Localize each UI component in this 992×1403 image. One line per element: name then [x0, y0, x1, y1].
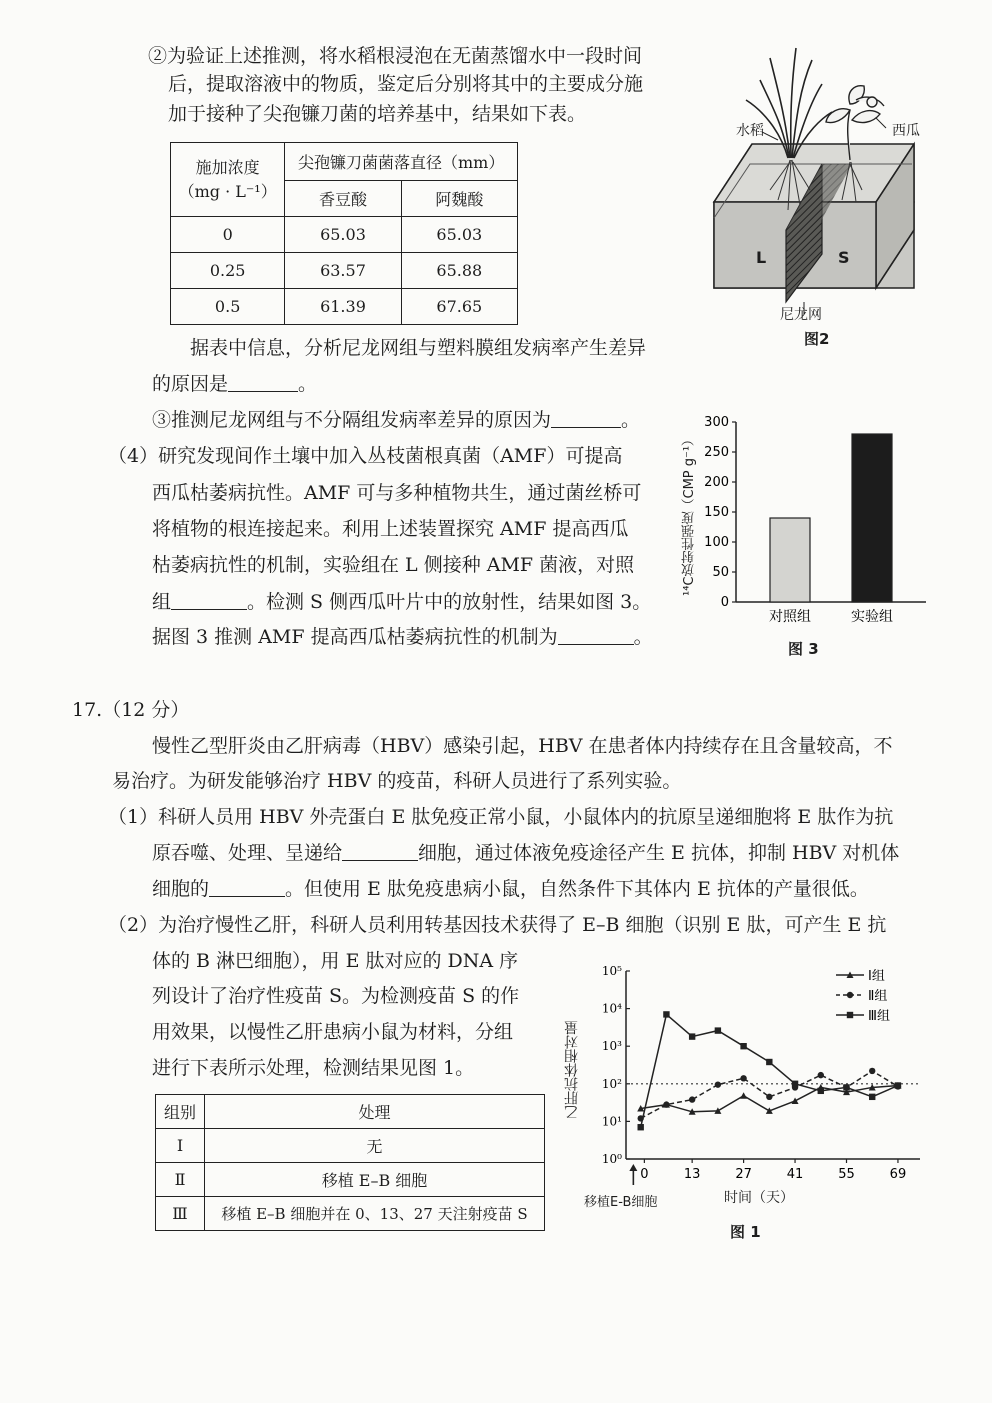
cell-value: 67.65: [401, 289, 517, 325]
period: 。: [298, 373, 318, 395]
point-group1: [792, 1097, 799, 1104]
s1-text: 原吞噬、处理、呈递给: [152, 842, 343, 864]
legend-label: Ⅲ组: [868, 1009, 890, 1024]
cell-value: 65.88: [401, 253, 517, 289]
q17-heading: 17.（12 分）: [72, 699, 190, 721]
table-row: [156, 1163, 545, 1197]
figure1-x-label: 时间（天）: [724, 1190, 794, 1206]
y-tick-label: 10⁰: [601, 1152, 622, 1166]
q17-s2-line2: 体的 B 淋巴细胞），用 E 肽对应的 DNA 序: [152, 950, 519, 972]
figure3-y-label: ¹⁴C放射性强度（CMP g⁻¹）: [682, 432, 697, 596]
transplant-arrowhead: [629, 1164, 637, 1171]
q16-p2-line3: 加于接种了尖孢镰刀菌的培养基中，结果如下表。: [168, 103, 587, 125]
q16-p4-line5: [152, 590, 651, 614]
figure3-chart: [676, 410, 936, 625]
header-treatment: 处理: [205, 1095, 545, 1129]
table-row: [171, 217, 518, 253]
col-coumaric: 香豆酸: [285, 181, 401, 217]
q16-p4-line6: [152, 625, 653, 649]
p4-text: 组: [152, 591, 172, 613]
y-tick-label: 300: [704, 415, 729, 430]
point-group3: [689, 1033, 695, 1039]
point-group3: [869, 1094, 875, 1100]
y-tick-label: 10⁵: [601, 964, 622, 978]
q17-s1-line3: [152, 877, 869, 901]
figure3-caption: 图 3: [788, 640, 819, 658]
answer-blank[interactable]: [342, 842, 418, 861]
point-group2: [818, 1072, 824, 1078]
cell-group: Ⅱ: [156, 1163, 205, 1197]
point-group2: [689, 1096, 695, 1102]
q17-treatment-table: [155, 1094, 545, 1231]
period: 。: [621, 409, 641, 431]
x-tick-label: 0: [640, 1167, 649, 1182]
legend-label: Ⅱ组: [868, 989, 888, 1004]
cell-group: Ⅲ: [156, 1197, 205, 1231]
point-group3: [663, 1011, 669, 1017]
y-tick-label: 50: [712, 565, 729, 580]
point-group3: [792, 1081, 798, 1087]
x-tick-label: 69: [889, 1167, 907, 1182]
y-tick-label: 200: [704, 475, 729, 490]
q16-p4-line2: 西瓜枯萎病抗性。AMF 可与多种植物共生，通过菌丝桥可: [152, 482, 642, 504]
q17-intro-line1: 慢性乙型肝炎由乙肝病毒（HBV）感染引起，HBV 在患者体内持续存在且含量较高，不: [152, 735, 893, 757]
q16-analysis-line1: 据表中信息，分析尼龙网组与塑料膜组发病率产生差异: [190, 337, 647, 359]
point-group1: [740, 1092, 747, 1099]
q17-s2-line4: 用效果，以慢性乙肝患病小鼠为材料，分组: [152, 1021, 514, 1043]
diameter-header: 尖孢镰刀菌菌落直径（mm）: [285, 143, 518, 181]
x-tick-label: 对照组: [769, 609, 811, 625]
q16-results-table: [170, 142, 518, 325]
q16-analysis-line2: [152, 372, 317, 396]
p4-text: 据图 3 推测 AMF 提高西瓜枯萎病抗性的机制为: [152, 626, 558, 648]
legend-marker: [847, 992, 853, 998]
q16-p3: [152, 408, 640, 432]
y-tick-label: 10²: [601, 1076, 622, 1091]
s1-text: 细胞的: [152, 878, 210, 900]
y-tick-label: 10⁴: [601, 1001, 622, 1016]
y-tick-label: 10¹: [601, 1114, 622, 1129]
point-group2: [715, 1081, 721, 1087]
label-S: S: [838, 248, 850, 267]
legend-label: Ⅰ组: [868, 969, 885, 984]
y-tick-label: 150: [704, 505, 729, 520]
y-tick-label: 10³: [601, 1039, 622, 1054]
p3-text: ③推测尼龙网组与不分隔组发病率差异的原因为: [152, 409, 552, 431]
cell-treatment: 无: [205, 1129, 545, 1163]
p4-text: 。检测 S 侧西瓜叶片中的放射性，结果如图 3。: [247, 591, 652, 613]
table-row: [171, 289, 518, 325]
point-group3: [740, 1043, 746, 1049]
x-tick-label: 13: [683, 1167, 701, 1182]
legend-marker: [847, 1012, 853, 1018]
q17-s1-line1: （1）科研人员用 HBV 外壳蛋白 E 肽免疫正常小鼠，小鼠体内的抗原呈递细胞将 E 肽作为抗: [108, 806, 894, 828]
figure1-caption: 图 1: [730, 1223, 761, 1241]
col-ferulic: 阿魏酸: [401, 181, 517, 217]
label-rice: 水稻: [736, 123, 764, 139]
cell-conc: 0.5: [171, 289, 285, 325]
answer-blank[interactable]: [558, 626, 634, 645]
point-group3: [638, 1124, 644, 1130]
point-group3: [843, 1084, 849, 1090]
figure1-y-label: 乙肝抗体相对量: [564, 1021, 580, 1119]
point-group3: [766, 1059, 772, 1065]
q17-intro-line2: 易治疗。为研发能够治疗 HBV 的疫苗，科研人员进行了系列实验。: [112, 770, 682, 792]
table-row: [156, 1197, 545, 1231]
label-watermelon: 西瓜: [892, 123, 920, 139]
figure1-arrow-label: 移植E-B细胞: [584, 1195, 658, 1210]
q16-p2-line1: ②为验证上述推测，将水稻根浸泡在无菌蒸馏水中一段时间: [148, 45, 643, 67]
period: 。: [633, 626, 653, 648]
point-group2: [766, 1094, 772, 1100]
point-group3: [895, 1082, 901, 1088]
point-group2: [663, 1101, 669, 1107]
point-group2: [869, 1068, 875, 1074]
header-group: 组别: [156, 1095, 205, 1129]
cell-conc: 0: [171, 217, 285, 253]
figure1: [560, 955, 940, 1245]
point-group2: [740, 1075, 746, 1081]
figure3: [676, 410, 936, 660]
answer-blank[interactable]: [551, 409, 621, 428]
s1-text: 细胞，通过体液免疫途径产生 E 抗体，抑制 HBV 对机体: [418, 842, 900, 864]
conc-header-2: （mg · L⁻¹）: [178, 181, 277, 201]
cell-treatment: 移植 E–B 细胞: [205, 1163, 545, 1197]
table-row: [171, 253, 518, 289]
cell-value: 63.57: [285, 253, 401, 289]
cell-treatment: 移植 E–B 细胞并在 0、13、27 天注射疫苗 S: [205, 1197, 545, 1231]
q16-p4-line3: 将植物的根连接起来。利用上述装置探究 AMF 提高西瓜: [152, 518, 629, 540]
s1-text: 。但使用 E 肽免疫患病小鼠，自然条件下其体内 E 抗体的产量很低。: [285, 878, 869, 900]
answer-blank[interactable]: [228, 373, 298, 392]
q17-s1-line2: [152, 841, 899, 865]
table-row: [156, 1129, 545, 1163]
x-tick-label: 27: [735, 1167, 752, 1182]
conc-header-1: 施加浓度: [195, 157, 260, 177]
cell-group: Ⅰ: [156, 1129, 205, 1163]
figure1-chart: [560, 955, 940, 1185]
q17-s2-line1: （2）为治疗慢性乙肝，科研人员利用转基因技术获得了 E–B 细胞（识别 E 肽，可产生 E 抗: [108, 914, 887, 936]
answer-blank[interactable]: [171, 591, 247, 610]
answer-blank[interactable]: [209, 878, 285, 897]
q16-p4-line4: 枯萎病抗性的机制，实验组在 L 侧接种 AMF 菌液，对照: [152, 554, 635, 576]
cell-conc: 0.25: [171, 253, 285, 289]
figure2-caption: 图2: [804, 330, 830, 348]
x-tick-label: 41: [786, 1167, 804, 1182]
x-tick-label: 55: [838, 1167, 855, 1182]
y-tick-label: 250: [704, 445, 729, 460]
analysis-text: 的原因是: [152, 373, 229, 395]
cell-value: 65.03: [285, 217, 401, 253]
q17-s2-line5: 进行下表所示处理，检测结果见图 1。: [152, 1057, 475, 1079]
q17-s2-line3: 列设计了治疗性疫苗 S。为检测疫苗 S 的作: [152, 985, 520, 1007]
cell-value: 65.03: [401, 217, 517, 253]
bar-control: [770, 518, 810, 602]
x-tick-label: 实验组: [851, 609, 893, 625]
label-L: L: [756, 248, 767, 267]
figure2: [700, 40, 940, 360]
y-tick-label: 0: [720, 595, 729, 610]
y-tick-label: 100: [704, 535, 729, 550]
q16-p4-line1: （4）研究发现间作土壤中加入丛枝菌根真菌（AMF）可提高: [108, 445, 623, 467]
point-group3: [818, 1088, 824, 1094]
q16-p2-line2: 后，提取溶液中的物质，鉴定后分别将其中的主要成分施: [168, 73, 644, 95]
bar-experimental: [852, 434, 892, 602]
cell-value: 61.39: [285, 289, 401, 325]
apparatus-drawing: [700, 40, 940, 330]
label-nylon-net: 尼龙网: [780, 307, 822, 323]
point-group3: [715, 1027, 721, 1033]
